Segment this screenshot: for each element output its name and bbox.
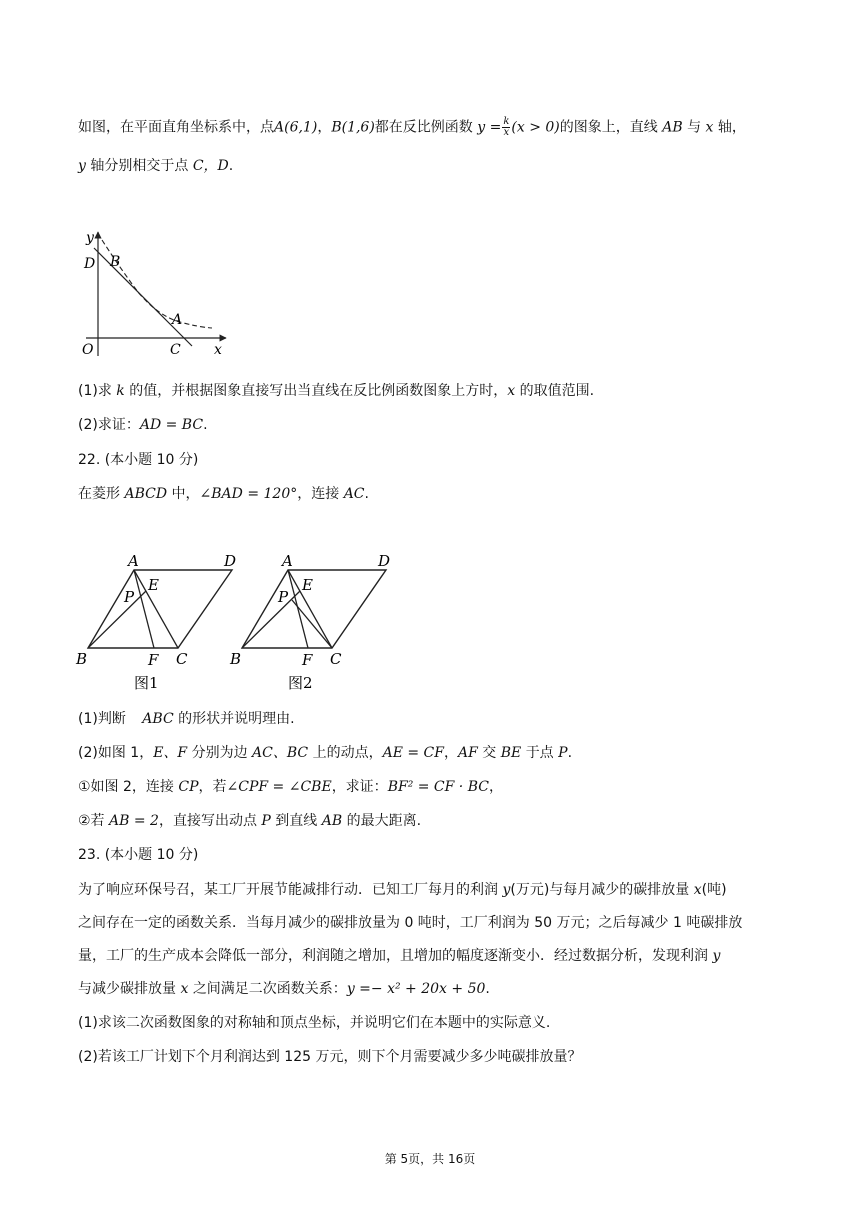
problem-22-figure-1	[72, 548, 242, 694]
label-D: D	[224, 552, 237, 570]
fraction-k-over-x: $\frac{k}{x}$	[503, 116, 510, 138]
label-C: C	[330, 650, 342, 668]
problem-23-statement-line3: 量，工厂的生产成本会降低一部分，利润随之增加，且增加的幅度逐渐变小．经过数据分析，发现利润 y	[78, 948, 721, 964]
problem-21-graph-figure	[80, 228, 230, 360]
label-E: E	[302, 576, 313, 594]
label-C: C	[170, 342, 181, 358]
line-ab	[94, 248, 192, 346]
problem-21-statement-line1: 如图，在平面直角坐标系中，点A(6,1)，B(1,6)都在反比例函数 y = $\frac{k}{x}$ (x > 0)的图象上，直线 AB 与 x 轴，	[78, 116, 746, 138]
problem-22-question-1: (1)判断 ABC 的形状并说明理由.	[78, 711, 295, 727]
problem-22-heading: 22. (本小题 10 分)	[78, 452, 199, 468]
label-B: B	[230, 650, 242, 668]
figure-2-caption: 图2	[288, 674, 313, 692]
label-B: B	[110, 254, 121, 270]
label-P: P	[124, 588, 135, 606]
label-x: x	[214, 342, 222, 358]
label-D: D	[84, 256, 96, 272]
label-O: O	[82, 342, 94, 358]
label-A: A	[172, 312, 183, 328]
rhombus-abcd	[242, 570, 386, 648]
segment-cp	[292, 600, 332, 648]
problem-21-question-2: (2)求证：AD = BC.	[78, 417, 208, 433]
label-A: A	[128, 552, 139, 570]
label-A: A	[282, 552, 293, 570]
label-y: y	[86, 230, 94, 246]
label-F: F	[302, 651, 313, 669]
problem-22-figure-2	[226, 548, 396, 694]
problem-22-question-2-part-2: ②若 AB = 2，直接写出动点 P 到直线 AB 的最大距离.	[78, 813, 422, 829]
label-F: F	[148, 651, 159, 669]
problem-23-statement-line1: 为了响应环保号召，某工厂开展节能减排行动．已知工厂每月的利润 y(万元)与每月减少的碳排放量 x(吨)	[78, 882, 727, 898]
problem-22-question-2: (2)如图 1，E、F 分别为边 AC、BC 上的动点，AE = CF，AF 交 BE 于点 P.	[78, 745, 573, 761]
page-footer: 第 5页，共 16页	[384, 1152, 476, 1166]
problem-23-question-2: (2)若该工厂计划下个月利润达到 125 万元，则下个月需要减少多少吨碳排放量？	[78, 1049, 582, 1065]
problem-22-question-2-part-1: ①如图 2，连接 CP，若∠CPF = ∠CBE，求证：BF² = CF · BC，	[78, 779, 503, 795]
problem-23-question-1: (1)求该二次函数图象的对称轴和顶点坐标，并说明它们在本题中的实际意义.	[78, 1015, 551, 1031]
problem-22-statement: 在菱形 ABCD 中，∠BAD = 120°，连接 AC.	[78, 486, 369, 502]
label-B: B	[76, 650, 88, 668]
problem-23-statement-line2: 之间存在一定的函数关系．当每月减少的碳排放量为 0 吨时，工厂利润为 50 万元；之后每减少 1 吨碳排放	[78, 915, 743, 931]
problem-23-heading: 23. (本小题 10 分)	[78, 847, 199, 863]
figure-1-caption: 图1	[134, 674, 159, 692]
label-D: D	[378, 552, 391, 570]
label-C: C	[176, 650, 188, 668]
label-E: E	[148, 576, 159, 594]
problem-21-question-1: (1)求 k 的值，并根据图象直接写出当直线在反比例函数图象上方时，x 的取值范围.	[78, 383, 595, 399]
problem-21-statement-line2: y 轴分别相交于点 C，D.	[78, 158, 234, 174]
label-P: P	[278, 588, 289, 606]
rhombus-abcd	[88, 570, 232, 648]
problem-23-statement-line4: 与减少碳排放量 x 之间满足二次函数关系：y =− x² + 20x + 50.	[78, 981, 490, 997]
